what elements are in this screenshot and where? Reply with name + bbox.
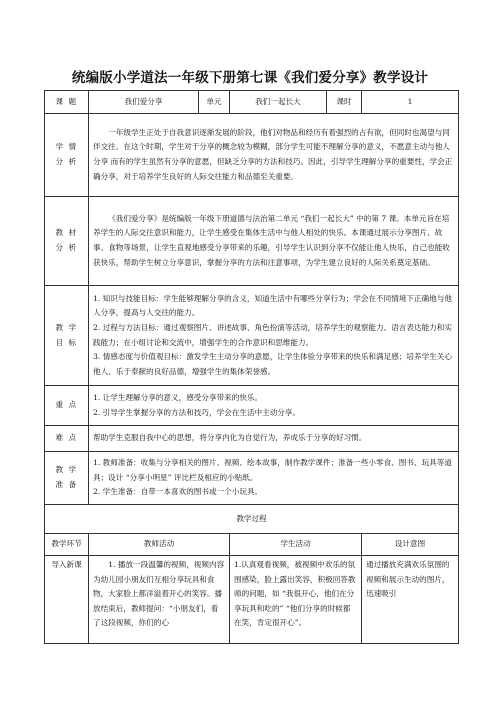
process-title-row — [45, 505, 459, 534]
teaching-goals-text — [89, 286, 459, 386]
topic-row — [45, 91, 459, 114]
process-design-intent: 通过播放充满欢乐氛围的视频和展示生动的图片，迅速吸引 — [362, 556, 459, 644]
learning-analysis-label: 学 情 分 析 — [45, 114, 89, 197]
learning-analysis-text: 一年级学生正处于自我意识逐渐发展的阶段，他们对物品和经历有着强烈的占有欲，但同时也渴望与同伴交往。在这个时期，学生对于分享的概念较为模糊，部分学生可能不理解分享的意义，不愿意主动与他人分享 而有的学生虽然有分享的意愿，但缺乏分享的方法和技巧。因此，引导学生理解分享的重要性，学会正确分享，对于培养学生良好的人际交往能力和品德至关重要。 — [89, 114, 459, 197]
goal-item: 1. 知识与技能目标：学生能够理解分享的含义，知道生活中有哪些分享行为；学会在不同情境下正确地与他人分享，提高与人交往的能力。 — [93, 293, 452, 318]
topic-value: 我们爱分享 — [89, 91, 199, 114]
key-points-row — [45, 386, 459, 426]
key-point-item: 1. 让学生理解分享的意义，感受分享带来的快乐。 — [93, 392, 263, 402]
prep-item: 1. 教师准备：收集与分享相关的图片、视频、绘本故事，制作教学课件；准备一些小零食、图书、玩具等道具；设计 “分享小明星” 评比栏及相应的小贴纸。 — [93, 458, 452, 482]
difficulty-text: 帮助学生克服自我中心的思想，将分享内化为自觉行为，养成乐于分享的好习惯。 — [89, 426, 459, 452]
goal-item: 2. 过程与方法目标：通过观察图片、讲述故事、角色扮演等活动，培养学生的观察能力、语言表达能力和实践能力；在小组讨论和交流中，增强学生的合作意识和思维能力。 — [93, 322, 452, 347]
learning-analysis-row — [45, 114, 459, 197]
lesson-plan-table — [44, 90, 459, 644]
topic-label: 课 题 — [45, 91, 89, 114]
header-intent: 设计意图 — [362, 534, 459, 556]
key-points-label: 重 点 — [45, 386, 89, 426]
process-section-title: 教学过程 — [45, 505, 459, 534]
key-points-text — [89, 386, 459, 426]
header-student: 学生活动 — [230, 534, 362, 556]
teaching-goals-label: 教 学 目 标 — [45, 286, 89, 386]
document-title: 统编版小学道法一年级下册第七课《我们爱分享》教学设计 — [71, 70, 429, 86]
hours-label: 课时 — [327, 91, 362, 114]
prep-item: 2. 学生准备：自带一本喜欢的图书或一个小玩具。 — [93, 487, 263, 497]
header-teacher: 教师活动 — [89, 534, 230, 556]
teaching-goals-row — [45, 286, 459, 386]
process-header-row — [45, 534, 459, 556]
hours-value: 1 — [362, 91, 459, 114]
difficulty-row — [45, 426, 459, 452]
preparation-label: 教 学 准 备 — [45, 452, 89, 505]
process-row — [45, 556, 459, 644]
textbook-analysis-row — [45, 197, 459, 286]
key-point-item: 2. 引导学生掌握分享的方法和技巧，学会在生活中主动分享。 — [93, 407, 301, 417]
unit-label: 单元 — [199, 91, 230, 114]
header-stage: 教学环节 — [45, 534, 89, 556]
unit-value: 我们一起长大 — [230, 91, 327, 114]
goal-item: 3. 情感态度与价值观目标：激发学生主动分享的意愿，让学生体验分享带来的快乐和满足感；培养学生关心他人、乐于奉献的良好品德，增强学生的集体荣誉感。 — [93, 352, 452, 376]
preparation-text — [89, 452, 459, 505]
textbook-analysis-label: 教 材 分 析 — [45, 197, 89, 286]
process-student-activity: 1.认真观看视频，被视频中欢乐的氛围感染，脸上露出笑容，积极回答教师的问题，如 “我很开心，他们在分享玩具和吃的” “他们分享的时候都在笑，肯定很开心”。 — [230, 556, 362, 644]
difficulty-label: 难 点 — [45, 426, 89, 452]
preparation-row — [45, 452, 459, 505]
process-teacher-activity: 1. 播放一段温馨的视频，视频内容为幼儿园小朋友们互相分享玩具和食物，大家脸上都洋溢着开心的笑容。播放结束后，教师提问：“小朋友们，看了这段视频，你们的心 — [89, 556, 230, 644]
textbook-analysis-text: 《我们爱分享》是统编版一年级下册道德与法治第二单元 “我们一起长大” 中的第 7 课。本单元旨在培养学生的人际交往意识和能力，让学生感受在集体生活中与他人相处的快乐。本课通过展示分享图片、故事、食物等场景，让学生直观地感受分享带来的乐趣，引导学生认识到分享不仅能让他人快乐，自己也能收获快乐，帮助学生树立分享意识，掌握分享的方法和注意事项，为学生建立良好的人际关系奠定基础。 — [89, 197, 459, 286]
process-stage: 导入新课 — [45, 556, 89, 644]
